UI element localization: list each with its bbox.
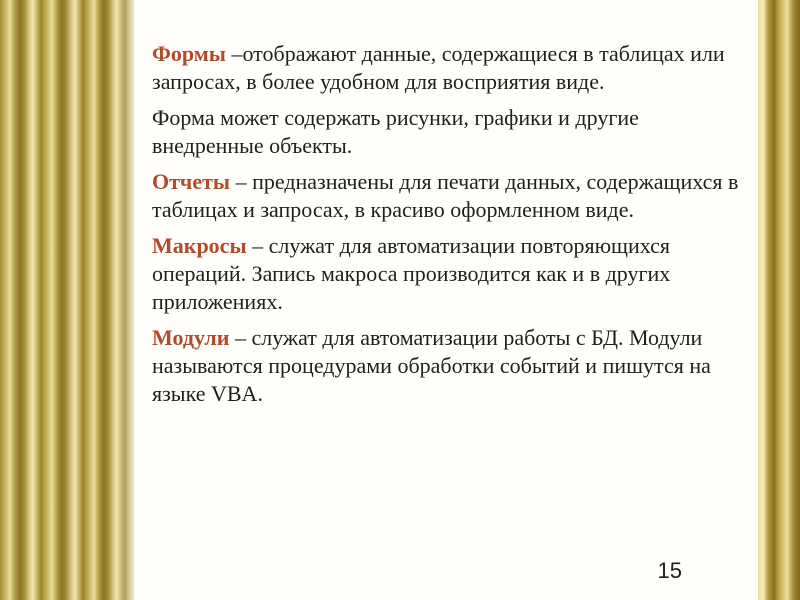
paragraph-macros-text: – служат для автоматизации повторяющихся операций. Запись макроса производится как и в других приложениях.: [152, 233, 671, 314]
paragraph-forms-text: –отображают данные, содержащиеся в таблицах или запросах, в более удобном для восприятия виде.: [152, 41, 725, 94]
paragraph-reports: [152, 168, 744, 224]
paragraph-form-contents: [152, 104, 744, 160]
paragraph-forms: [152, 40, 744, 96]
page-number: 15: [657, 558, 682, 583]
paragraph-modules-text: – служат для автоматизации работы с БД. Модули называются процедурами обработки событий и пишутся на языке VBA.: [152, 325, 711, 406]
decorative-right-border: [758, 0, 800, 600]
slide-content: [152, 40, 744, 416]
paragraph-macros: [152, 232, 744, 316]
term-modules: Модули: [152, 325, 230, 350]
term-reports: Отчеты: [152, 169, 231, 194]
term-forms: Формы: [152, 41, 232, 66]
decorative-left-border: [0, 0, 134, 600]
paragraph-reports-text: – предназначены для печати данных, содержащихся в таблицах и запросах, в красиво оформленном виде.: [152, 169, 739, 222]
paragraph-modules: [152, 324, 744, 408]
paragraph-form-contents-text: Форма может содержать рисунки, графики и другие внедренные объекты.: [152, 105, 639, 158]
term-macros: Макросы: [152, 233, 247, 258]
